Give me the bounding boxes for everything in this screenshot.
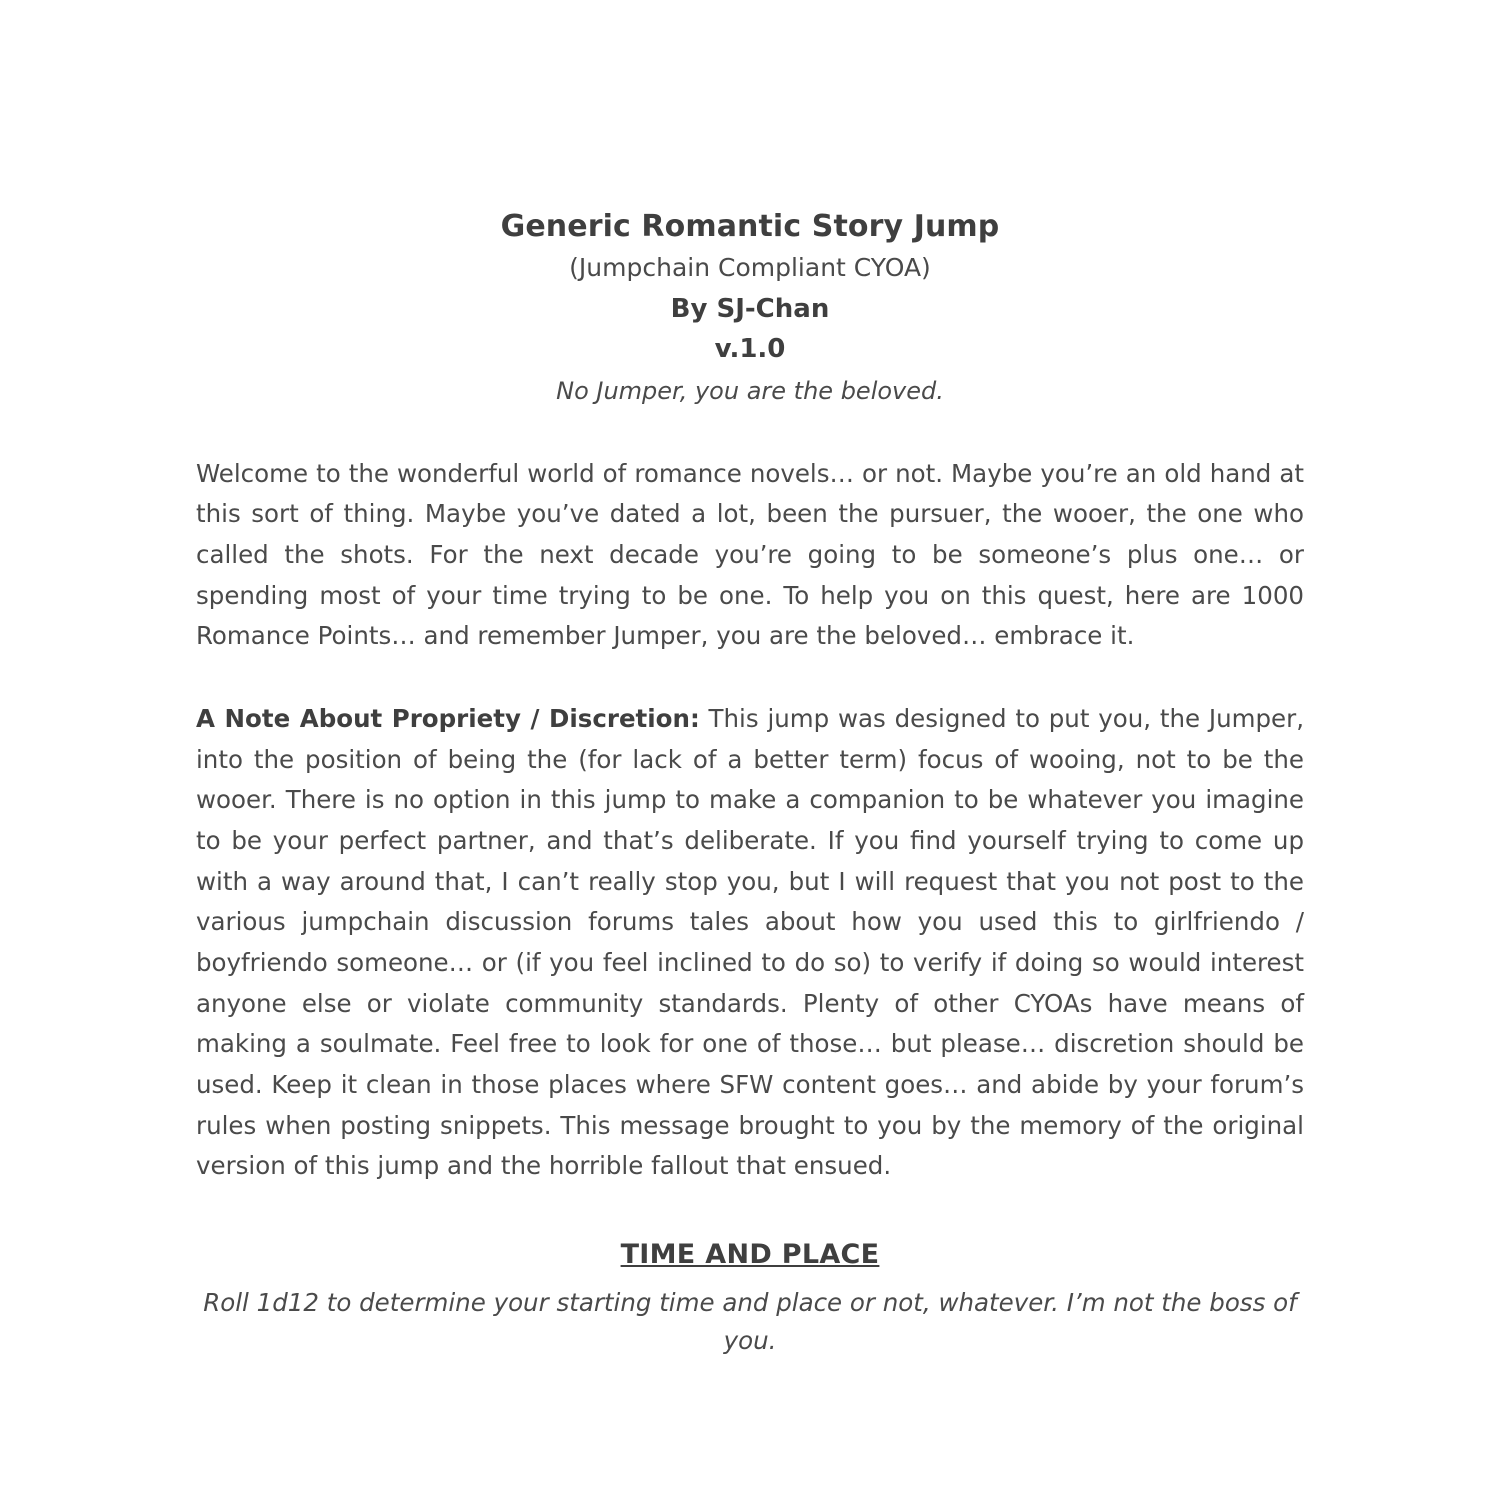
section-subtitle-time-and-place: Roll 1d12 to determine your starting time and place or not, whatever. I’m not the boss of you. xyxy=(203,1287,1297,1355)
intro-paragraph: Welcome to the wonderful world of romance novels… or not. Maybe you’re an old hand at this sort of thing. Maybe you’ve dated a lot, been the pursuer, the wooer, the one who called the shots. For the next decade you’re going to be someone’s plus one… or spending most of your time trying to be one. To help you on this quest, here are 1000 Romance Points… and remember Jumper, you are the beloved… embrace it. xyxy=(196,458,1304,651)
document-author: By SJ-Chan xyxy=(670,293,830,324)
propriety-note-label: A Note About Propriety / Discretion: xyxy=(196,703,700,733)
document-header xyxy=(196,0,1304,408)
page-title: Generic Romantic Story Jump xyxy=(500,209,1000,244)
propriety-note-paragraph xyxy=(196,699,1304,1187)
document-tagline: No Jumper, you are the beloved. xyxy=(556,377,944,406)
propriety-note-text: This jump was designed to put you, the Jumper, into the position of being the (for lack of a better term) focus of wooing, not to be the wooer. There is no option in this jump to make a companion to be whatever you imagine to be your perfect partner, and that’s deliberate. If you find yourself trying to come up with a way around that, I can’t really stop you, but I will request that you not post to the various jumpchain discussion forums tales about how you used this to girlfriendo / boyfriendo someone… or (if you feel inclined to do so) to verify if doing so would interest anyone else or violate community standards. Plenty of other CYOAs have means of making a soulmate. Feel free to look for one of those… but please… discretion should be used. Keep it clean in those places where SFW content goes… and abide by your forum’s rules when posting snippets. This message brought to you by the memory of the original version of this jump and the horrible fallout that ensued. xyxy=(196,703,1304,1181)
section-heading-time-and-place: TIME AND PLACE xyxy=(620,1238,880,1270)
document-version: v.1.0 xyxy=(714,333,786,364)
document-subtitle: (Jumpchain Compliant CYOA) xyxy=(569,253,931,283)
